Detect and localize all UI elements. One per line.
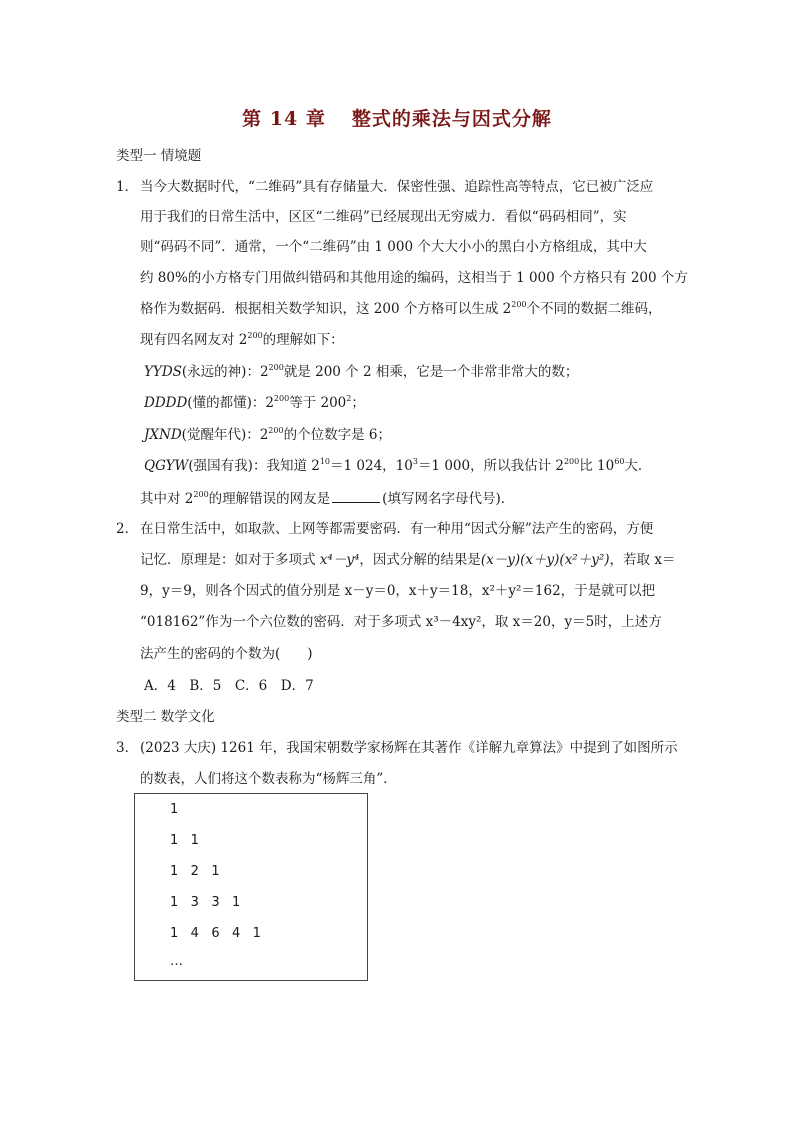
q2-line-5: 法产生的密码的个数为( )	[140, 646, 313, 662]
chapter-name: 整式的乘法与因式分解	[351, 108, 552, 130]
answer-blank[interactable]	[332, 488, 380, 503]
q2-line-1: 在日常生活中，如取款、上网等都需要密码．有一种用“因式分解”法产生的密码，方便	[140, 521, 654, 537]
section-heading-1: 类型一 情境题	[116, 148, 202, 164]
q1-line-3: 则“码码不同”．通常，一个“二维码”由 1 000 个大大小小的黑白小方格组成，其中大	[140, 239, 647, 255]
q1-line-1: 当今大数据时代，“二维码”具有存储量大．保密性强、追踪性高等特点，它已被广泛应	[140, 179, 654, 195]
opinion-dddd: DDDD(懂的都懂)：$2^{200}$等于 $200^2$；	[144, 394, 365, 411]
triangle-row-4: 1 3 3 1	[170, 895, 241, 910]
triangle-row-3: 1 2 1	[170, 864, 220, 879]
question-1-number: 1．	[116, 179, 139, 195]
q2-line-3: 9，y＝9，则各个因式的值分别是 x－y＝0，x＋y＝18，x²＋y²＝162，于是就可以把	[140, 583, 656, 599]
question-3-number: 3．	[116, 740, 139, 756]
opinion-yyds: YYDS(永远的神)：$2^{200}$就是 200 个 2 相乘，它是一个非常非常大的数；	[144, 363, 579, 380]
q1-line-6: 现有四名网友对 $2^{200}$的理解如下：	[140, 331, 344, 348]
chapter-number: 第 14 章	[242, 108, 326, 130]
opinion-qgyw: QGYW(强国有我)：我知道 $2^{10}=1$ 024，$10^3=1$ 000，所以我估计 $2^{200}$比 $10^{60}$大．	[144, 457, 652, 474]
q1-line-2: 用于我们的日常生活中，区区“二维码”已经展现出无穷威力．看似“码码相同”，实	[140, 209, 627, 225]
page-title	[0, 104, 794, 131]
q1-line-5: 格作为数据码．根据相关数学知识，这 200 个方格可以生成 $2^{200}$个不同的数据二维码，	[140, 300, 662, 317]
triangle-row-2: 1 1	[170, 833, 199, 848]
question-2-number: 2．	[116, 521, 139, 537]
q2-line-2: 记忆．原理是：如对于多项式 x⁴－y⁴，因式分解的结果是(x－y)(x＋y)(x²＋y²)，若取 x＝	[140, 552, 676, 568]
section-heading-2: 类型二 数学文化	[116, 709, 215, 725]
q1-line-4: 约 80%的小方格专门用做纠错码和其他用途的编码，这相当于 1 000 个方格只有 200 个方	[140, 270, 688, 286]
q2-line-4: “018162”作为一个六位数的密码．对于多项式 x³－4xy²，取 x＝20，y＝5时，上述方	[140, 614, 662, 630]
q1-final-line: 其中对 $2^{200}$的理解错误的网友是 (填写网名字母代号)．	[140, 490, 515, 507]
yang-hui-triangle-box	[134, 793, 368, 981]
opinion-jxnd: JXND(觉醒年代)：$2^{200}$的个位数字是 6；	[144, 426, 391, 443]
triangle-ellipsis: …	[170, 954, 183, 969]
q2-options: A．4 B．5 C．6 D．7	[144, 678, 314, 694]
triangle-row-5: 1 4 6 4 1	[170, 926, 261, 941]
q3-line-1: (2023 大庆) 1261 年，我国宋朝数学家杨辉在其著作《详解九章算法》中提到了如图所示	[140, 740, 678, 756]
triangle-row-1: 1	[170, 802, 179, 817]
q3-line-2: 的数表，人们将这个数表称为“杨辉三角”．	[140, 771, 397, 787]
